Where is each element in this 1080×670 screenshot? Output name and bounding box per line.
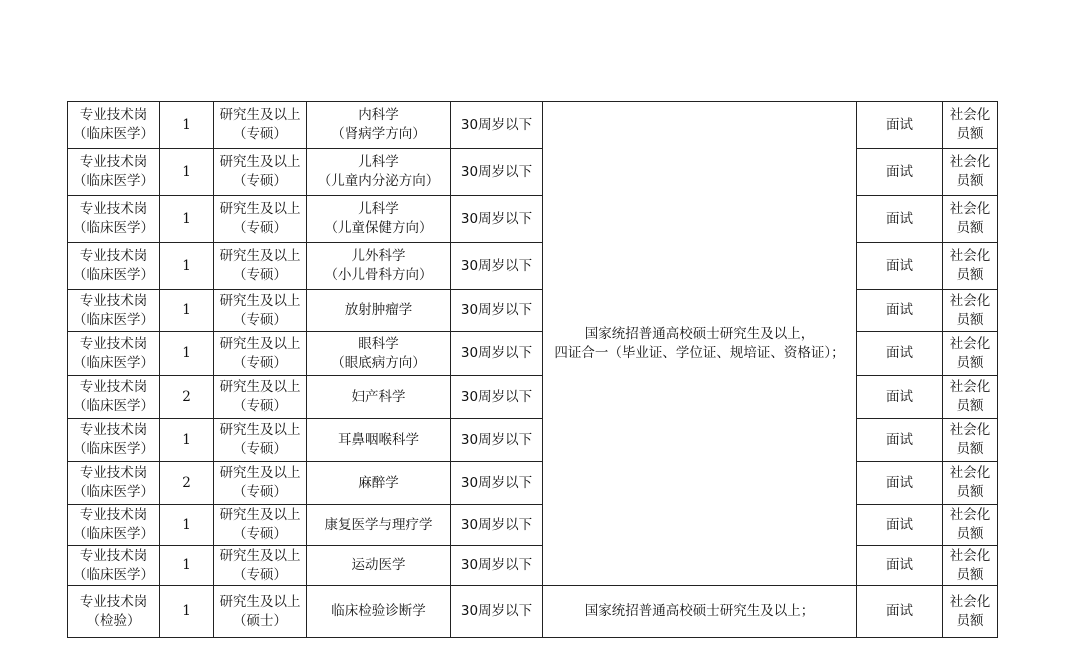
- major-name: 耳鼻咽喉科学: [338, 431, 419, 448]
- post-category: （临床医学）: [73, 220, 154, 236]
- exam-cell: [857, 196, 943, 243]
- post-category: （临床医学）: [73, 173, 154, 189]
- quota-cell: [943, 505, 998, 546]
- education-cell: [214, 102, 307, 149]
- major-name: 内科学: [358, 107, 399, 123]
- post-cell: [68, 505, 160, 546]
- hire-count: 1: [182, 257, 191, 274]
- major-name: 康复医学与理疗学: [324, 516, 433, 533]
- major-cell: [307, 290, 451, 332]
- post-category: （临床医学）: [73, 441, 154, 457]
- count-cell: [160, 149, 214, 196]
- quota-type-suffix: 员额: [956, 267, 984, 283]
- post-cell: [68, 243, 160, 290]
- quota-cell: [943, 332, 998, 376]
- degree-type: （专硕）: [233, 398, 287, 414]
- hire-count: 1: [182, 557, 191, 573]
- post-name: 专业技术岗: [79, 593, 148, 610]
- exam-method: 面试: [886, 431, 913, 448]
- post-cell: [68, 376, 160, 419]
- table-row: [68, 243, 998, 290]
- education-cell: [214, 332, 307, 376]
- age-limit: 30周岁以下: [460, 345, 533, 361]
- degree-type: （专硕）: [233, 311, 287, 328]
- age-limit: 30周岁以下: [460, 603, 533, 619]
- count-cell: [160, 419, 214, 462]
- major-cell: [307, 196, 451, 243]
- major-name: 儿科学: [358, 201, 399, 217]
- table-row: [68, 586, 998, 638]
- hire-count: 1: [182, 210, 191, 227]
- exam-cell: [857, 586, 943, 638]
- degree-type: （专硕）: [233, 126, 287, 142]
- quota-type-suffix: 员额: [956, 484, 984, 500]
- hire-count: 1: [182, 431, 191, 448]
- exam-method: 面试: [886, 116, 913, 133]
- exam-cell: [857, 149, 943, 196]
- count-cell: [160, 196, 214, 243]
- major-name: 临床检验诊断学: [331, 603, 426, 619]
- age-cell: [451, 149, 543, 196]
- degree-type: （专硕）: [233, 173, 287, 189]
- quota-type-suffix: 员额: [956, 441, 984, 457]
- post-category: （临床医学）: [73, 311, 154, 328]
- post-name: 专业技术岗: [79, 507, 148, 523]
- exam-method: 面试: [886, 603, 913, 619]
- education-level: 研究生及以上: [219, 507, 301, 523]
- education-cell: [214, 149, 307, 196]
- major-name: 眼科学: [358, 335, 399, 352]
- exam-method: 面试: [886, 302, 913, 318]
- age-limit: 30周岁以下: [460, 431, 533, 448]
- major-direction: （肾病学方向）: [331, 126, 426, 142]
- exam-method: 面试: [886, 474, 913, 491]
- quota-type-suffix: 员额: [956, 220, 984, 236]
- exam-method: 面试: [886, 388, 913, 405]
- major-cell: [307, 332, 451, 376]
- post-category: （检验）: [86, 612, 141, 629]
- age-cell: [451, 546, 543, 586]
- requirement-cell: [543, 586, 857, 638]
- education-level: 研究生及以上: [219, 154, 301, 170]
- post-cell: [68, 462, 160, 505]
- requirement-text: 国家统招普通高校硕士研究生及以上；: [584, 603, 815, 619]
- table-row: [68, 196, 998, 243]
- education-level: 研究生及以上: [219, 379, 301, 395]
- quota-type: 社会化: [949, 379, 991, 395]
- table-row: [68, 546, 998, 586]
- exam-cell: [857, 505, 943, 546]
- exam-cell: [857, 332, 943, 376]
- post-cell: [68, 586, 160, 638]
- education-cell: [214, 546, 307, 586]
- table-body: [68, 102, 998, 638]
- exam-cell: [857, 376, 943, 419]
- education-level: 研究生及以上: [219, 422, 301, 438]
- quota-cell: [943, 586, 998, 638]
- post-name: 专业技术岗: [79, 248, 148, 264]
- age-cell: [451, 376, 543, 419]
- quota-type: 社会化: [949, 422, 991, 438]
- post-category: （临床医学）: [73, 126, 154, 142]
- recruitment-table: [67, 101, 998, 638]
- count-cell: [160, 290, 214, 332]
- education-cell: [214, 505, 307, 546]
- major-name: 妇产科学: [351, 388, 406, 405]
- post-cell: [68, 196, 160, 243]
- quota-type: 社会化: [949, 292, 991, 309]
- hire-count: 2: [182, 474, 191, 491]
- table-row: [68, 376, 998, 419]
- post-category: （临床医学）: [73, 398, 154, 414]
- quota-type: 社会化: [949, 507, 991, 523]
- count-cell: [160, 243, 214, 290]
- count-cell: [160, 376, 214, 419]
- exam-method: 面试: [886, 210, 913, 227]
- age-cell: [451, 196, 543, 243]
- age-limit: 30周岁以下: [460, 257, 533, 274]
- quota-cell: [943, 290, 998, 332]
- requirement-line-1: 国家统招普通高校硕士研究生及以上，: [584, 325, 815, 342]
- post-name: 专业技术岗: [79, 292, 148, 309]
- education-cell: [214, 419, 307, 462]
- major-name: 运动医学: [351, 557, 406, 573]
- degree-type: （专硕）: [233, 526, 287, 542]
- exam-cell: [857, 243, 943, 290]
- education-cell: [214, 196, 307, 243]
- degree-type: （专硕）: [233, 441, 287, 457]
- table-row: [68, 290, 998, 332]
- post-name: 专业技术岗: [79, 154, 148, 170]
- post-category: （临床医学）: [73, 267, 154, 283]
- post-cell: [68, 149, 160, 196]
- count-cell: [160, 505, 214, 546]
- degree-type: （专硕）: [233, 484, 287, 500]
- major-cell: [307, 586, 451, 638]
- age-cell: [451, 419, 543, 462]
- degree-type: （专硕）: [233, 354, 287, 371]
- count-cell: [160, 586, 214, 638]
- table-row: [68, 332, 998, 376]
- age-cell: [451, 332, 543, 376]
- major-direction: （儿童内分泌方向）: [317, 173, 440, 189]
- exam-method: 面试: [886, 557, 913, 573]
- quota-cell: [943, 546, 998, 586]
- exam-cell: [857, 290, 943, 332]
- quota-type: 社会化: [949, 335, 991, 352]
- count-cell: [160, 332, 214, 376]
- age-cell: [451, 505, 543, 546]
- post-cell: [68, 332, 160, 376]
- education-level: 研究生及以上: [219, 107, 301, 123]
- age-limit: 30周岁以下: [460, 388, 533, 405]
- education-cell: [214, 586, 307, 638]
- quota-cell: [943, 419, 998, 462]
- post-cell: [68, 290, 160, 332]
- quota-type: 社会化: [949, 154, 991, 170]
- hire-count: 1: [182, 516, 191, 533]
- age-limit: 30周岁以下: [460, 516, 533, 533]
- major-cell: [307, 376, 451, 419]
- major-direction: （小儿骨科方向）: [324, 267, 433, 283]
- quota-type-suffix: 员额: [956, 398, 984, 414]
- education-cell: [214, 290, 307, 332]
- post-cell: [68, 546, 160, 586]
- exam-method: 面试: [886, 516, 913, 533]
- hire-count: 1: [182, 345, 191, 361]
- post-name: 专业技术岗: [79, 465, 148, 481]
- major-name: 儿科学: [358, 154, 399, 170]
- quota-cell: [943, 376, 998, 419]
- post-name: 专业技术岗: [79, 201, 148, 217]
- education-level: 研究生及以上: [219, 335, 301, 352]
- quota-cell: [943, 243, 998, 290]
- major-name: 麻醉学: [358, 474, 399, 491]
- major-cell: [307, 462, 451, 505]
- post-category: （临床医学）: [73, 484, 154, 500]
- hire-count: 1: [182, 302, 191, 318]
- major-cell: [307, 243, 451, 290]
- hire-count: 1: [182, 116, 191, 133]
- post-cell: [68, 102, 160, 149]
- age-limit: 30周岁以下: [460, 302, 533, 318]
- requirement-line-2: 四证合一（毕业证、学位证、规培证、资格证）；: [554, 344, 845, 361]
- quota-cell: [943, 149, 998, 196]
- exam-cell: [857, 419, 943, 462]
- post-name: 专业技术岗: [79, 335, 148, 352]
- exam-method: 面试: [886, 163, 913, 180]
- education-level: 研究生及以上: [219, 593, 301, 610]
- table-row: [68, 102, 998, 149]
- hire-count: 1: [182, 163, 191, 180]
- exam-cell: [857, 462, 943, 505]
- age-limit: 30周岁以下: [460, 210, 533, 227]
- major-name: 儿外科学: [351, 248, 406, 264]
- exam-method: 面试: [886, 345, 913, 361]
- major-cell: [307, 102, 451, 149]
- quota-type: 社会化: [949, 201, 991, 217]
- quota-type-suffix: 员额: [956, 311, 984, 328]
- age-limit: 30周岁以下: [460, 474, 533, 491]
- age-limit: 30周岁以下: [460, 116, 533, 133]
- degree-type: （硕士）: [233, 612, 287, 629]
- post-cell: [68, 419, 160, 462]
- quota-type: 社会化: [949, 107, 991, 123]
- education-cell: [214, 243, 307, 290]
- quota-type-suffix: 员额: [956, 526, 984, 542]
- education-level: 研究生及以上: [219, 248, 301, 264]
- age-cell: [451, 102, 543, 149]
- major-name: 放射肿瘤学: [344, 302, 413, 318]
- quota-cell: [943, 462, 998, 505]
- education-cell: [214, 462, 307, 505]
- age-limit: 30周岁以下: [460, 163, 533, 180]
- post-category: （临床医学）: [73, 566, 154, 583]
- degree-type: （专硕）: [233, 267, 287, 283]
- degree-type: （专硕）: [233, 566, 287, 583]
- count-cell: [160, 462, 214, 505]
- post-name: 专业技术岗: [79, 107, 148, 123]
- quota-type-suffix: 员额: [956, 126, 984, 142]
- age-cell: [451, 462, 543, 505]
- education-level: 研究生及以上: [219, 465, 301, 481]
- exam-method: 面试: [886, 257, 913, 274]
- quota-type-suffix: 员额: [956, 566, 984, 583]
- age-limit: 30周岁以下: [460, 557, 533, 573]
- age-cell: [451, 586, 543, 638]
- hire-count: 2: [182, 388, 191, 405]
- education-level: 研究生及以上: [219, 292, 301, 309]
- exam-cell: [857, 546, 943, 586]
- major-cell: [307, 505, 451, 546]
- count-cell: [160, 546, 214, 586]
- quota-type: 社会化: [949, 248, 991, 264]
- age-cell: [451, 243, 543, 290]
- major-cell: [307, 419, 451, 462]
- post-name: 专业技术岗: [79, 547, 148, 564]
- requirement-merged-cell: [543, 102, 857, 586]
- exam-cell: [857, 102, 943, 149]
- table-row: [68, 462, 998, 505]
- post-name: 专业技术岗: [79, 422, 148, 438]
- post-category: （临床医学）: [73, 354, 154, 371]
- table-row: [68, 149, 998, 196]
- quota-type-suffix: 员额: [956, 354, 984, 371]
- count-cell: [160, 102, 214, 149]
- major-direction: （儿童保健方向）: [324, 220, 433, 236]
- education-level: 研究生及以上: [219, 201, 301, 217]
- hire-count: 1: [182, 603, 191, 619]
- quota-type: 社会化: [949, 465, 991, 481]
- table-row: [68, 419, 998, 462]
- major-cell: [307, 149, 451, 196]
- quota-cell: [943, 196, 998, 243]
- quota-type-suffix: 员额: [956, 612, 984, 629]
- major-cell: [307, 546, 451, 586]
- quota-type: 社会化: [949, 593, 991, 610]
- quota-type: 社会化: [949, 547, 991, 564]
- post-name: 专业技术岗: [79, 379, 148, 395]
- table-row: [68, 505, 998, 546]
- age-cell: [451, 290, 543, 332]
- quota-type-suffix: 员额: [956, 173, 984, 189]
- post-category: （临床医学）: [73, 526, 154, 542]
- quota-cell: [943, 102, 998, 149]
- education-cell: [214, 376, 307, 419]
- education-level: 研究生及以上: [219, 547, 301, 564]
- degree-type: （专硕）: [233, 220, 287, 236]
- major-direction: （眼底病方向）: [331, 354, 426, 371]
